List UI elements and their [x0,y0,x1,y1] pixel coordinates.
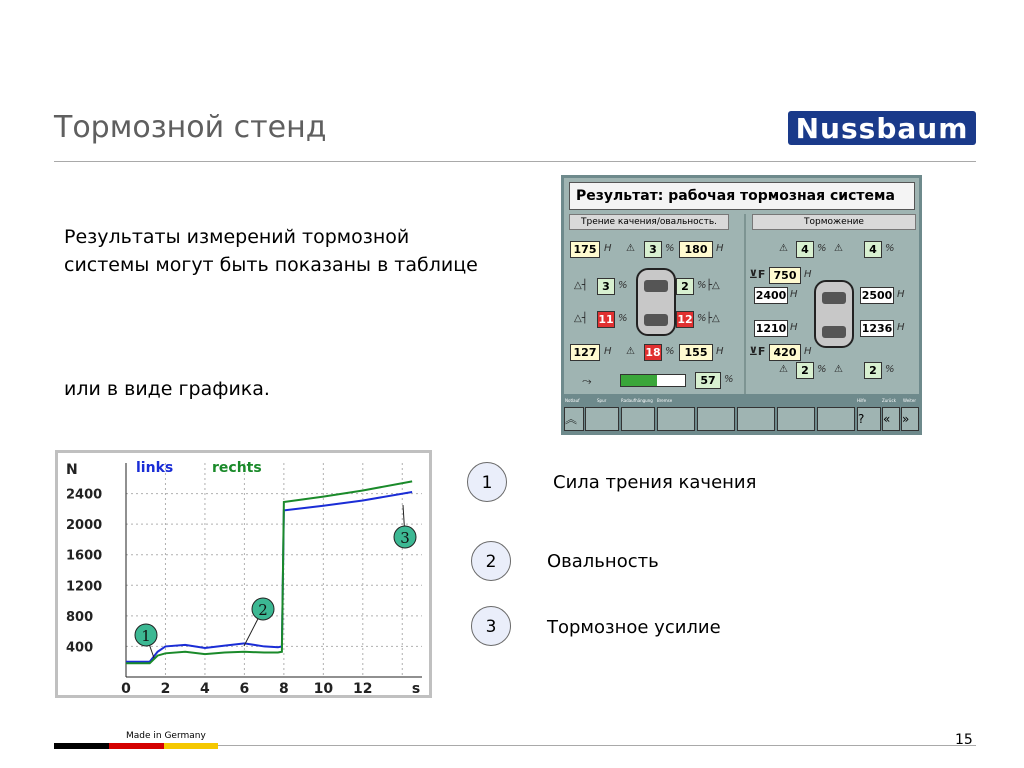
unit-n: Н [716,243,724,254]
toolbar-label: Weiter [903,398,916,403]
unit-pct: % [665,243,675,254]
ovality-icon: ⚠ [626,243,635,254]
right-row1-left: 4 [796,241,814,258]
nussbaum-logo [788,108,976,148]
unit-n: Н [804,346,812,357]
right-row2-left: 2400 [755,289,787,302]
series-line-links [126,492,412,662]
left-row4-left: 127 [570,344,600,361]
chart-marker-label-1: 1 [141,627,151,645]
toolbar-label: Bremse [657,398,673,403]
help-button[interactable]: ? [857,407,881,431]
right-row4-left: 2 [796,362,814,379]
footer-text: Made in Germany [126,731,206,741]
right-force-2: 420 [769,344,801,361]
axle-left-icon: △┤ [574,280,588,291]
toolbar-button-6[interactable] [777,407,815,431]
tab-braking[interactable]: Торможение [752,214,916,230]
ovality-icon: ⚠ [626,346,635,357]
flag-stripe-black [54,743,109,749]
y-axis-unit: N [66,462,78,478]
y-tick-label: 800 [66,609,94,625]
scroll-up-button[interactable]: ︽ [564,407,584,431]
legend-marker-3: 3 [471,606,511,646]
legend-links: links [136,460,174,476]
x-tick-label: 4 [200,681,210,695]
brake-force-chart [58,453,429,695]
unit-n: Н [790,289,798,300]
toolbar-button-3[interactable] [657,407,695,431]
right-row2-right: 2500 [861,289,893,302]
back-button[interactable]: « [882,407,900,431]
left-row4-right: 155 [679,344,713,361]
toolbar-label: Notlauf [565,398,580,403]
ovality-icon: ⚠ [779,364,788,375]
panel-body [564,178,919,394]
left-row1-right: 180 [679,241,713,258]
rolling-icon: ⤳ [582,374,592,388]
brake-force-graph [55,450,432,698]
toolbar-button-5[interactable] [737,407,775,431]
toolbar-button-1[interactable] [585,407,619,431]
unit-pct: % [817,243,827,254]
toolbar-button-4[interactable] [697,407,735,431]
x-tick-label: 0 [121,681,131,695]
flag-stripe-gold [164,743,218,749]
toolbar-label: Zurück [882,398,896,403]
left-row1-left: 175 [570,241,600,258]
chart-marker-label-2: 2 [258,601,268,619]
page-number: 15 [955,732,973,748]
x-tick-label: 2 [160,681,171,695]
right-force-1: 750 [769,267,801,284]
right-row1-right: 4 [864,241,882,258]
ovality-icon: ⚠ [834,364,843,375]
y-tick-label: 2400 [66,487,103,503]
unit-n: Н [804,269,812,280]
x-tick-label: 10 [313,681,334,695]
intro-text: Результаты измерений тормозной системы могут быть показаны в таблице [64,226,478,276]
chart-marker-label-3: 3 [400,529,410,547]
right-row3-left: 1210 [755,322,787,335]
unit-pct: % [697,280,707,291]
right-row4-right: 2 [864,362,882,379]
progress-fill [621,375,657,386]
toolbar-label: Radaufhängung [621,398,653,403]
left-row2-right: 2 [676,278,694,295]
toolbar-label: Spur [597,398,607,403]
axle-right-icon: ├△ [706,280,720,291]
series-line-rechts [126,481,412,663]
legend-rechts: rechts [212,460,262,476]
unit-pct: % [885,243,895,254]
footer-rule [218,745,976,746]
unit-pct: % [618,313,628,324]
x-tick-label: 6 [239,681,250,695]
title-rule [54,161,976,162]
panel-toolbar [561,397,922,435]
tab-rolling[interactable]: Трение качения/овальность. [569,214,729,230]
x-tick-label: 12 [353,681,373,695]
unit-n: Н [716,346,724,357]
legend-text-3: Тормозное усилие [547,617,721,638]
brake-result-panel [561,175,922,435]
y-tick-label: 2000 [66,518,103,534]
car-icon [814,280,854,348]
left-row2-left: 3 [597,278,615,295]
unit-pct: % [618,280,628,291]
toolbar-button-2[interactable] [621,407,655,431]
pedal-force-icon: ⊻F [749,345,766,358]
progress-value: 57 [695,372,721,389]
svg-text:Nussbaum: Nussbaum [795,112,969,145]
panel-title: Результат: рабочая тормозная система [569,182,915,210]
unit-n: Н [790,322,798,333]
axle-left-icon: △┤ [574,313,588,324]
right-row3-right: 1236 [861,322,893,335]
unit-n: Н [897,289,905,300]
unit-n: Н [604,243,612,254]
unit-n: Н [897,322,905,333]
unit-pct: % [817,364,827,375]
left-row1-mid: 3 [644,241,662,258]
x-tick-label: s [411,681,421,695]
progress-bar [620,374,686,387]
graph-area [58,453,429,695]
ovality-icon: ⚠ [834,243,843,254]
y-tick-label: 400 [66,640,94,656]
flag-stripe-red [109,743,164,749]
ovality-icon: ⚠ [779,243,788,254]
legend-marker-2: 2 [471,541,511,581]
legend-marker-1: 1 [467,462,507,502]
forward-button[interactable]: » [901,407,919,431]
slide-title: Тормозной стенд [54,110,327,145]
toolbar-label: Hilfe [857,398,867,403]
panel-divider [744,214,746,394]
toolbar-button-7[interactable] [817,407,855,431]
left-row3-right: 12 [677,313,693,326]
unit-pct: % [885,364,895,375]
legend-text-1: Сила трения качения [553,472,757,493]
x-tick-label: 8 [278,681,289,695]
unit-n: Н [604,346,612,357]
axle-right-icon: ├△ [706,313,720,324]
legend-text-2: Овальность [547,551,659,572]
y-tick-label: 1200 [66,579,103,595]
left-row3-left: 11 [598,313,614,326]
car-icon [636,268,676,336]
left-row4-mid: 18 [645,346,661,359]
y-tick-label: 1600 [66,548,103,564]
unit-pct: % [665,346,675,357]
intro-text-graph: или в виде графика. [64,378,270,400]
pedal-force-icon: ⊻F [749,268,766,281]
unit-pct: % [724,374,734,385]
unit-pct: % [697,313,707,324]
